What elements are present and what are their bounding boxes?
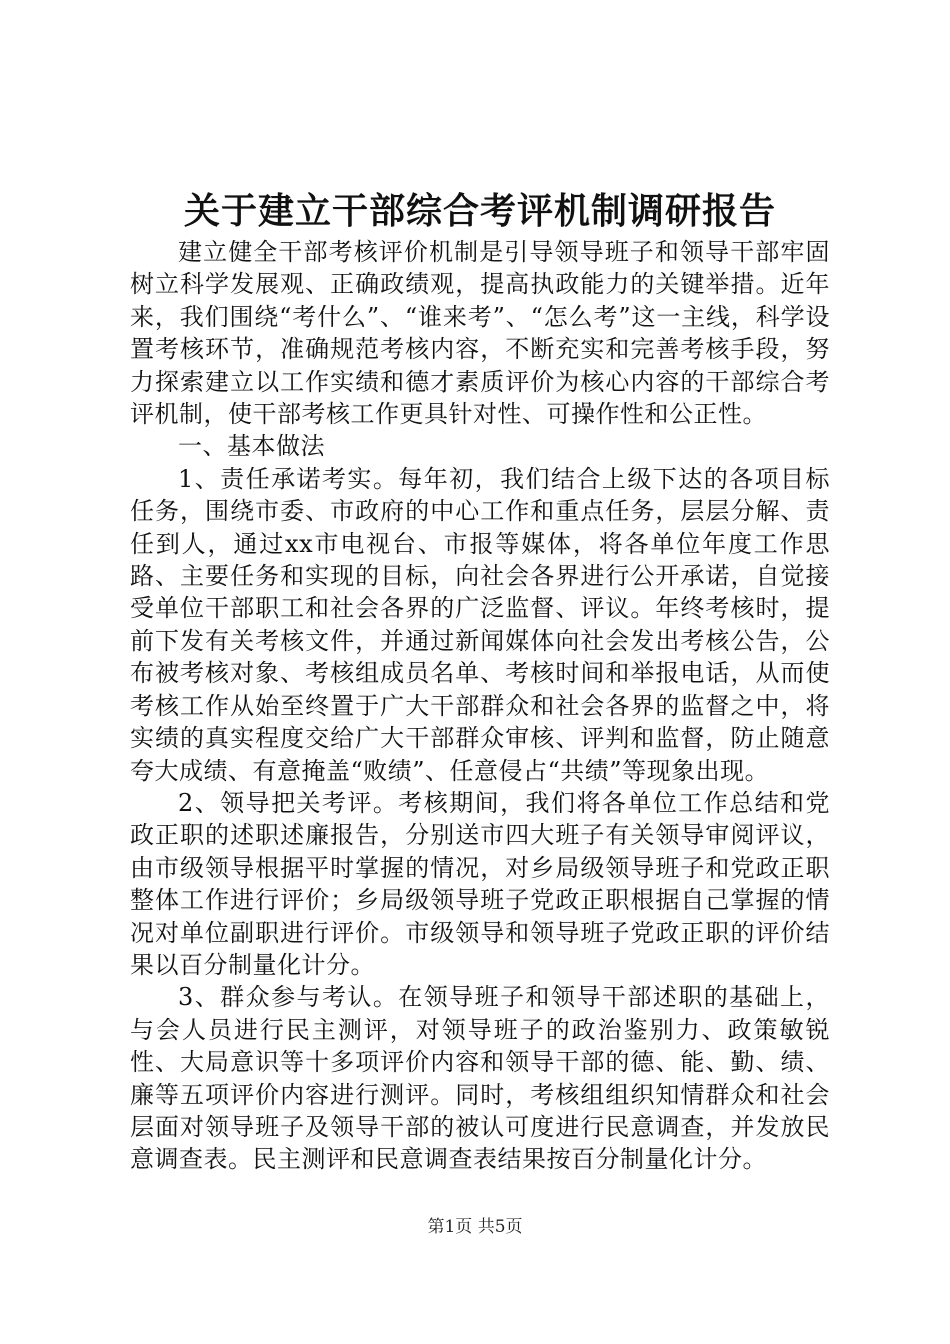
document-title: 关于建立干部综合考评机制调研报告 <box>183 190 776 232</box>
item-2-paragraph: 2、领导把关考评。考核期间，我们将各单位工作总结和党政正职的述职述廉报告，分别送市四大班子有关领导审阅评议，由市级领导根据平时掌握的情况，对乡局级领导班子和党政正职整体工作进行评价；乡局级领导班子党政正职根据自己掌握的情况对单位副职进行评价。市级领导和领导班子党政正职的评价结果以百分制量化计分。 <box>130 788 830 979</box>
intro-paragraph: 建立健全干部考核评价机制是引导领导班子和领导干部牢固树立科学发展观、正确政绩观，提高执政能力的关键举措。近年来，我们围绕“考什么”、“谁来考”、“怎么考”这一主线，科学设置考核环节，准确规范考核内容，不断充实和完善考核手段，努力探索建立以工作实绩和德才素质评价为核心内容的干部综合考评机制，使干部考核工作更具针对性、可操作性和公正性。 <box>130 238 830 429</box>
item-3-paragraph: 3、群众参与考认。在领导班子和领导干部述职的基础上，与会人员进行民主测评，对领导班子的政治鉴别力、政策敏锐性、大局意识等十多项评价内容和领导干部的德、能、勤、绩、廉等五项评价内容进行测评。同时，考核组组织知情群众和社会层面对领导班子及领导干部的被认可度进行民意调查，并发放民意调查表。民主测评和民意调查表结果按百分制量化计分。 <box>130 983 830 1174</box>
document-page <box>130 190 830 1176</box>
page-footer: 第1页 共5页 <box>427 1217 523 1237</box>
item-1-paragraph: 1、责任承诺考实。每年初，我们结合上级下达的各项目标任务，围绕市委、市政府的中心工作和重点任务，层层分解、责任到人，通过xx市电视台、市报等媒体，将各单位年度工作思路、主要任务和实现的目标，向社会各界进行公开承诺，自觉接受单位干部职工和社会各界的广泛监督、评议。年终考核时，提前下发有关考核文件，并通过新闻媒体向社会发出考核公告，公布被考核对象、考核组成员名单、考核时间和举报电话，从而使考核工作从始至终置于广大干部群众和社会各界的监督之中，将实绩的真实程度交给广大干部群众审核、评判和监督，防止随意夸大成绩、有意掩盖“败绩”、任意侵占“共绩”等现象出现。 <box>130 464 830 785</box>
section-heading: 一、基本做法 <box>178 432 325 461</box>
